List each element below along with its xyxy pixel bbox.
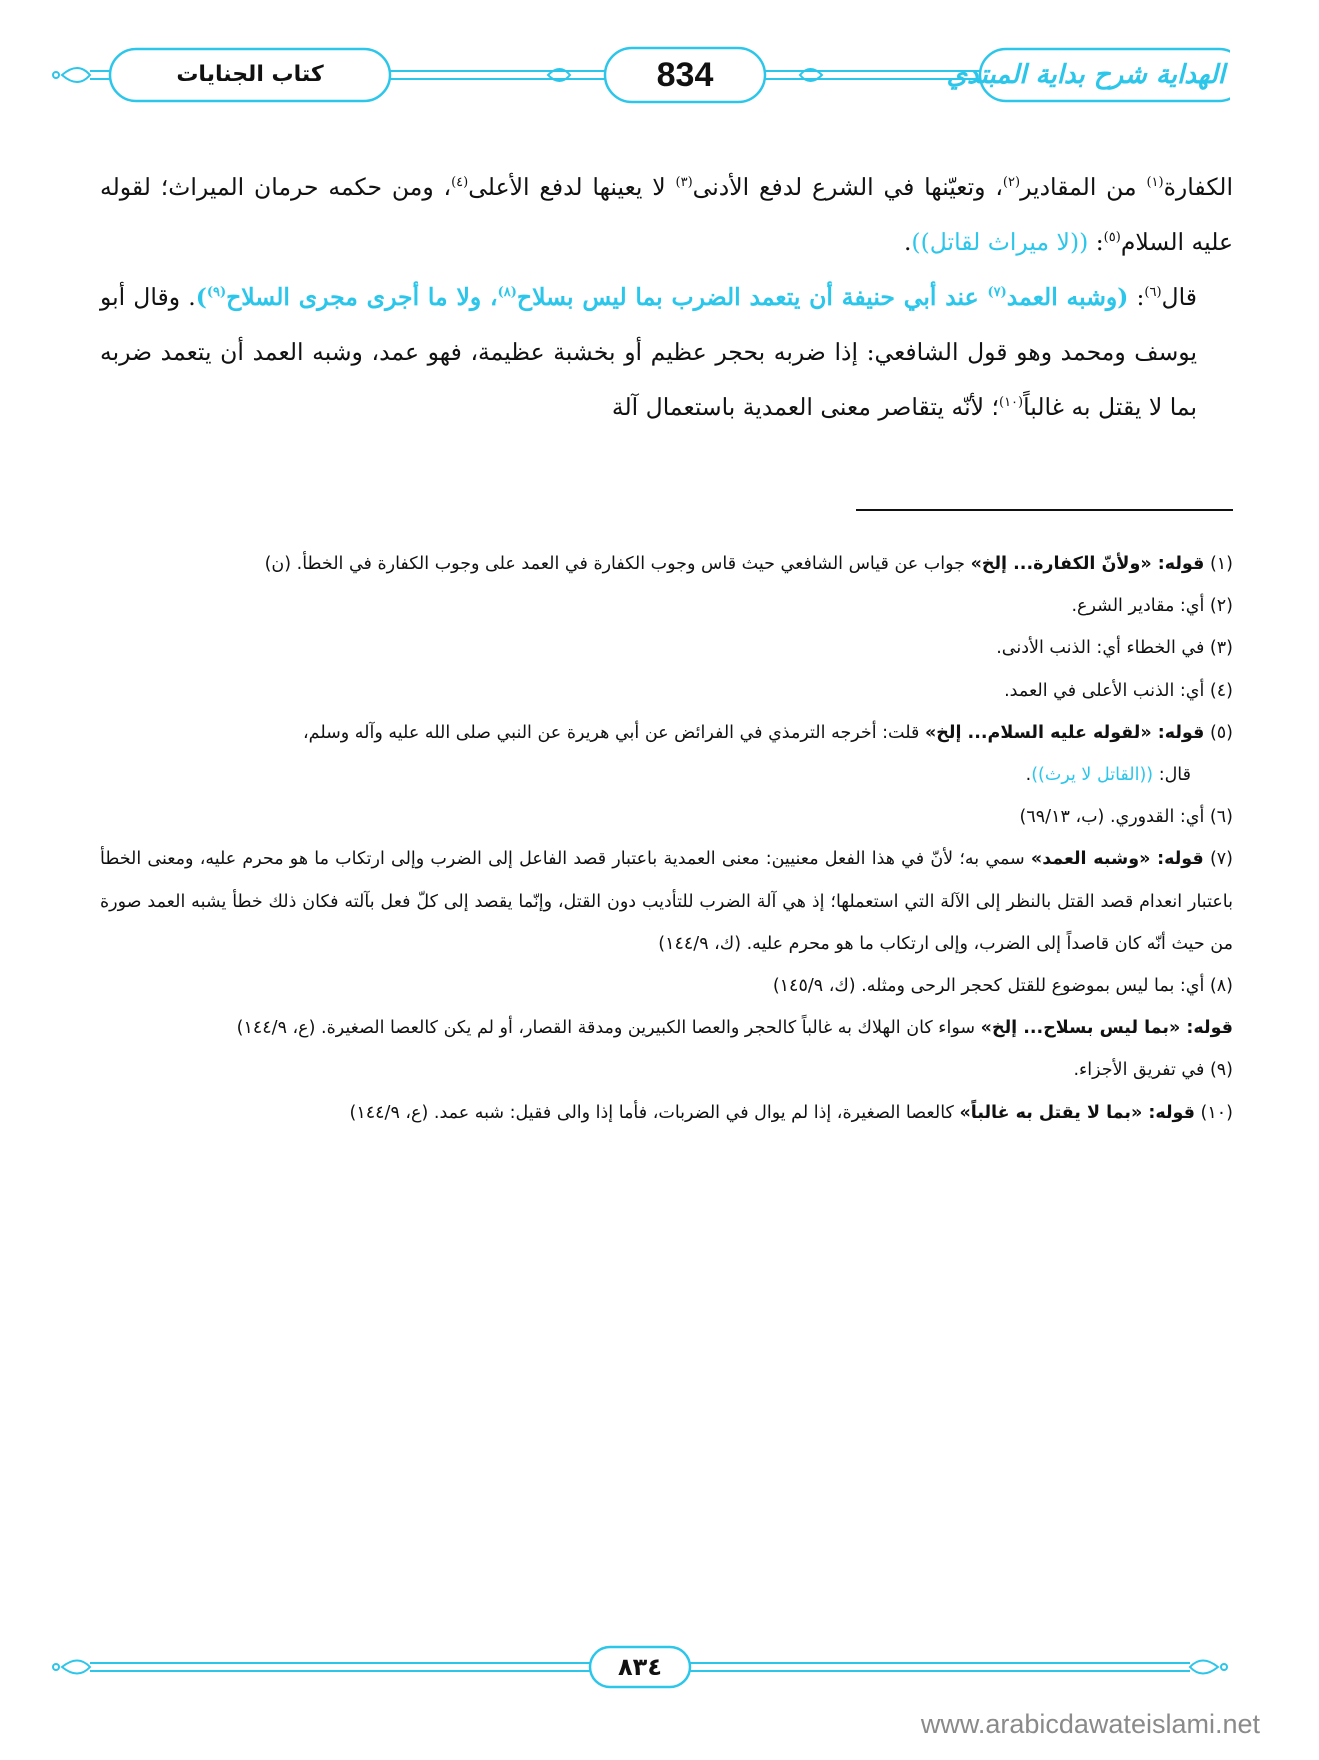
footnote-ref-9[interactable]: (٩) xyxy=(206,285,227,301)
hadith-quote: ((لا ميراث لقاتل)) xyxy=(911,228,1089,256)
footnote-ref-1[interactable]: (١) xyxy=(1146,175,1164,191)
footnote-ref-2[interactable]: (٢) xyxy=(1002,175,1021,191)
footnote-ref-4[interactable]: (٤) xyxy=(451,175,469,191)
header-page-number: 834 xyxy=(656,56,714,94)
footnote-hadith-quote: ((القاتل لا يرث)) xyxy=(1031,765,1154,786)
footnotes xyxy=(100,543,1233,1134)
footnote-3: (٣) في الخطاء أي: الذنب الأدنى. xyxy=(996,638,1233,659)
footnote-ref-7[interactable]: (٧) xyxy=(987,285,1007,301)
book-title: الهداية شرح بداية المبتدي xyxy=(946,60,1225,90)
footnote-ref-3[interactable]: (٣) xyxy=(675,175,693,191)
footnote-ref-8[interactable]: (٨) xyxy=(497,285,517,301)
main-text xyxy=(100,160,1233,435)
footnote-2: (٢) أي: مقادير الشرع. xyxy=(1071,596,1233,617)
footnote-separator xyxy=(856,509,1233,511)
footnote-10: (١٠) قوله: «بما لا يقتل به غالباً» كالعصا الصغيرة، إذا لم يوال في الضربات، فأما إذا والى فقيل: شبه عمد. (ع، ١٤٤/٩) xyxy=(349,1102,1233,1123)
footnote-7: (٧) قوله: «وشبه العمد» سمي به؛ لأنّ في هذا الفعل معنيين: معنى العمدية باعتبار قصد الفاعل إلى الضرب وإلى ارتكاب ما هو محرم عليه، ومعنى الخطأ باعتبار انعدام قصد القتل بالنظر إلى الآلة التي استعملها؛ إذ هي آلة الضرب للتأديب دون القتل، وإنّما يقصد إلى كلّ فعل بآلته فكان ذلك خطأ يشبه العمد صورة من حيث أنّه كان قاصداً إلى الضرب، وإلى ارتكاب ما هو محرم عليه. (ك، ١٤٤/٩) xyxy=(100,849,1233,954)
footer-page-number: ٨٣٤ xyxy=(618,1653,662,1681)
page-header xyxy=(50,46,1230,106)
footnote-ref-5[interactable]: (٥) xyxy=(1103,230,1121,246)
footnote-4: (٤) أي: الذنب الأعلى في العمد. xyxy=(1004,680,1233,701)
footnote-8: (٨) أي: بما ليس بموضوع للقتل كحجر الرحى ومثله. (ك، ١٤٥/٩) xyxy=(772,976,1233,997)
footnote-5-cont: قال: ((القاتل لا يرث)). xyxy=(1025,765,1191,786)
footnote-9: (٩) في تفريق الأجزاء. xyxy=(1073,1060,1233,1081)
website-url[interactable]: www.arabicdawateislami.net xyxy=(920,1709,1260,1739)
footnote-8b: قوله: «بما ليس بسلاح... إلخ» سواء كان الهلاك به غالباً كالحجر والعصا الكبيرين ومدقة القصار، أو لم يكن كالعصا الصغيرة. (ع، ١٤٤/٩) xyxy=(236,1018,1233,1039)
footnote-1: (١) قوله: «ولأنّ الكفارة... إلخ» جواب عن قياس الشافعي حيث قاس وجوب الكفارة في العمد على وجوب الكفارة في الخطأ. (ن) xyxy=(264,554,1233,574)
chapter-title: كتاب الجنايات xyxy=(176,62,324,87)
main-paragraph-1: الكفارة$^{(١)}$ من المقادير$^{(٢)}$، وتعيّنها في الشرع لدفع الأدنى$^{(٣)}$ لا يعينها لدفع الأعلى$^{(٤)}$، ومن حكمه حرمان الميراث؛ لقوله عليه السلام$^{(٥)}$: ((لا ميراث لقاتل)). xyxy=(100,173,1233,256)
main-paragraph-2: قال$^{(٦)}$: (وشبه العمد$^{(٧)}$ عند أبي حنيفة أن يتعمد الضرب بما ليس بسلاح$^{(٨)}$، ولا ما أجرى مجرى السلاح$^{(٩)}$). وقال أبو يوسف ومحمد وهو قول الشافعي: إذا ضربه بحجر عظيم أو بخشبة عظيمة، فهو عمد، وشبه العمد أن يتعمد ضربه بما لا يقتل به غالباً$^{(١٠)}$؛ لأنّه يتقاصر معنى العمدية باستعمال آلة xyxy=(100,283,1198,421)
footnote-ref-6[interactable]: (٦) xyxy=(1144,285,1162,301)
footnote-ref-10[interactable]: (١٠) xyxy=(998,395,1024,411)
page-footer xyxy=(50,1644,1230,1690)
footnote-5: (٥) قوله: «لقوله عليه السلام... إلخ» قلت: أخرجه الترمذي في الفرائض عن أبي هريرة عن النبي صلى الله عليه وآله وسلم، xyxy=(303,722,1233,743)
footnote-6: (٦) أي: القدوري. (ب، ٦٩/١٣) xyxy=(1019,807,1233,828)
matn-quote: (وشبه العمد$^{(٧)}$ عند أبي حنيفة أن يتعمد الضرب بما ليس بسلاح$^{(٨)}$، ولا ما أجرى مجرى السلاح$^{(٩)}$) xyxy=(195,283,1129,311)
